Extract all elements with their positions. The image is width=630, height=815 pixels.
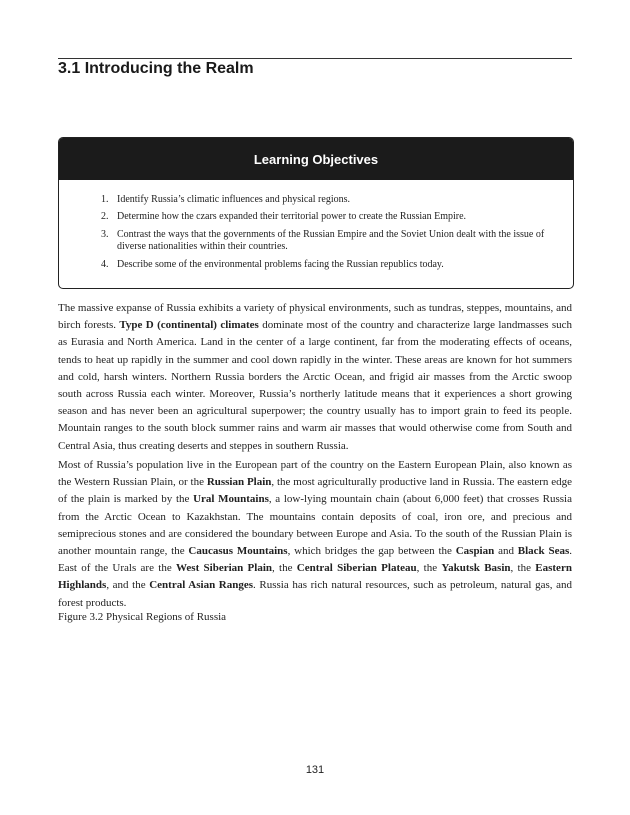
- objective-number: 2.: [101, 211, 109, 222]
- key-term: West Siberian Plain: [176, 562, 273, 575]
- objective-item: [101, 211, 556, 223]
- objective-item: [101, 259, 556, 271]
- learning-objectives-box: [58, 137, 574, 289]
- objective-item: [101, 194, 556, 206]
- header-rule: [58, 58, 572, 59]
- objective-number: 1.: [101, 194, 109, 205]
- key-term: Caucasus Mountains: [188, 545, 288, 558]
- key-term: Black Seas: [517, 545, 570, 558]
- key-term: Central Siberian Plateau: [296, 562, 417, 575]
- body-paragraph-physical-regions: Most of Russia’s population live in the European part of the country on the Eastern European Plain, also known as the Western Russian Plain, or the Russian Plain, the most agriculturally productive land in Russia. The eastern edge of the plain is marked by the Ural Mountains, a low-lying mountain chain (about 6,000 feet) that crosses Russia from the Arctic Ocean to Kazakhstan. The mountains contain deposits of coal, iron ore, and precious and semiprecious stones and are considered the boundary between Europe and Asia. To the south of the Russian Plain is another mountain range, the Caucasus Mountains, which bridges the gap between the Caspian and Black Seas. East of the Urals are the West Siberian Plain, the Central Siberian Plateau, the Yakutsk Basin, the Eastern Highlands, and the Central Asian Ranges. Russia has rich natural resources, such as petroleum, natural gas, and forest products.: [58, 459, 573, 609]
- objective-text: Describe some of the environmental problems facing the Russian republics today.: [117, 259, 444, 270]
- key-term: Central Asian Ranges: [149, 579, 254, 592]
- objective-text: Contrast the ways that the governments of the Russian Empire and the Soviet Union dealt with the issue of diverse nationalities within their countries.: [117, 229, 545, 252]
- key-term: Caspian: [455, 545, 495, 558]
- section-title: 3.1 Introducing the Realm: [58, 60, 254, 77]
- learning-objectives-heading: Learning Objectives: [59, 138, 573, 180]
- objective-text: Determine how the czars expanded their territorial power to create the Russian Empire.: [117, 211, 467, 222]
- key-term: Yakutsk Basin: [441, 562, 511, 575]
- body-paragraph-climate: The massive expanse of Russia exhibits a variety of physical environments, such as tundras, steppes, mountains, and birch forests. Type D (continental) climates dominate most of the country and characterize large landmasses such as Eurasia and North America. Land in the center of a large continent, far from the moderating effects of oceans, tends to heat up rapidly in the summer and cool down rapidly in the winter. These areas are known for hot summers and cold, harsh winters. Northern Russia borders the Arctic Ocean, and frigid air masses from the Arctic swoop south across Russia each winter. Moreover, Russia’s northerly latitude means that it experiences a short growing season and has never been an agricultural superpower; the country usually has to import grain to feed its people. Mountain ranges to the south block summer rains and warm air masses that would otherwise come from South and Central Asia, thus creating deserts and steppes in southern Russia.: [58, 302, 572, 452]
- key-term: Russian Plain: [206, 476, 272, 489]
- key-term: Type D (continental) climates: [119, 319, 259, 332]
- key-term: Eastern Highlands: [58, 562, 572, 592]
- figure-caption: Figure 3.2 Physical Regions of Russia: [58, 611, 227, 623]
- objective-number: 3.: [101, 229, 109, 240]
- objective-number: 4.: [101, 259, 109, 270]
- key-term: Ural Mountains: [193, 493, 269, 506]
- objective-text: Identify Russia’s climatic influences and physical regions.: [117, 194, 350, 205]
- objective-item: [101, 229, 556, 253]
- page-number: 131: [305, 764, 325, 776]
